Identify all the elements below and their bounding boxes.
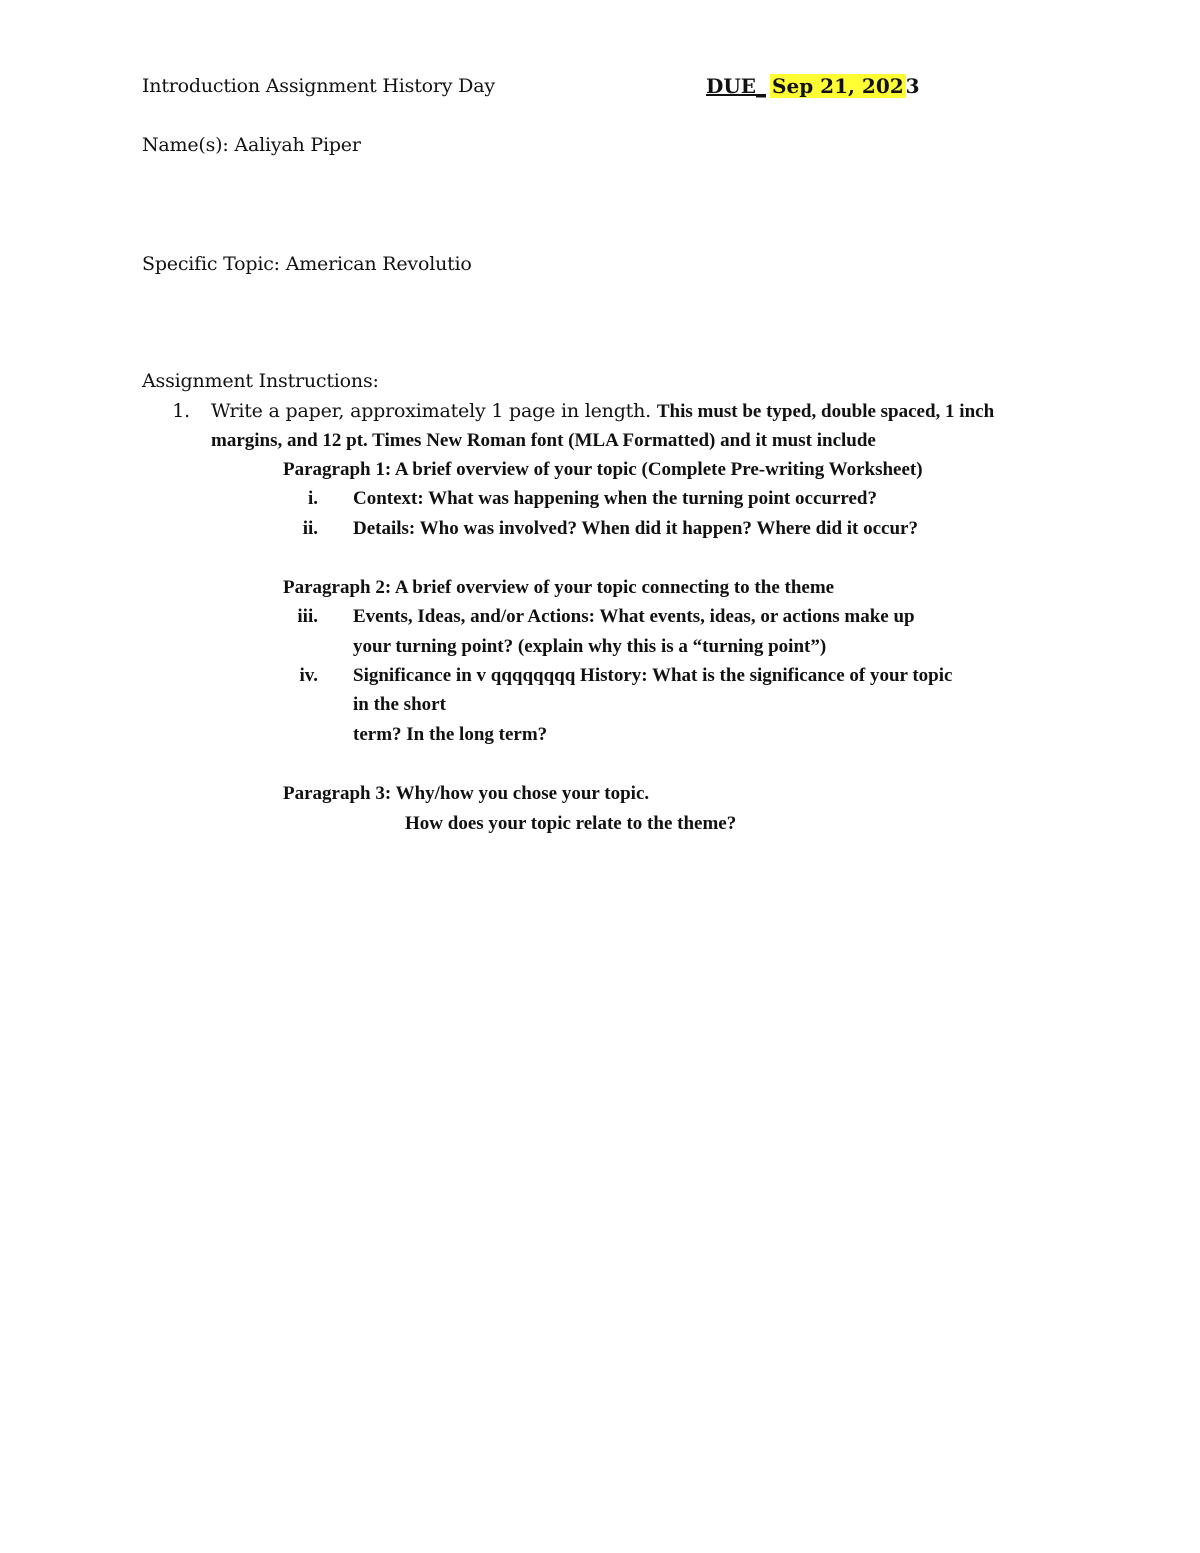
instructions-heading: Assignment Instructions:: [142, 370, 379, 392]
roman-numeral: ii.: [302, 518, 318, 539]
item1-regular-text: Write a paper, approximately 1 page in length.: [211, 400, 657, 422]
due-date-tail: 3: [905, 74, 920, 98]
roman-numeral: iv.: [299, 665, 318, 686]
paragraph1-details: Details: Who was involved? When did it happen? Where did it occur?: [353, 518, 918, 539]
paragraph1-heading: Paragraph 1: A brief overview of your topic (Complete Pre-writing Worksheet): [283, 459, 923, 480]
paragraph2-significance-line1: Significance in v qqqqqqqq History: What is the significance of your topic: [353, 665, 953, 686]
paragraph2-heading: Paragraph 2: A brief overview of your topic connecting to the theme: [283, 577, 835, 598]
item1-line1: [211, 399, 994, 425]
list-number: 1.: [172, 400, 190, 422]
paragraph2-significance-line2: in the short: [353, 694, 446, 715]
roman-numeral: iii.: [297, 606, 318, 627]
student-names: Name(s): Aaliyah Piper: [142, 134, 361, 156]
paragraph2-significance-line3: term? In the long term?: [353, 724, 548, 745]
paragraph3-line2: How does your topic relate to the theme?: [405, 813, 737, 834]
due-date-line: [706, 74, 920, 101]
item1-bold-text: This must be typed, double spaced, 1 inch: [656, 401, 995, 422]
due-date-highlight: Sep 21, 202: [772, 74, 904, 98]
item1-line2: margins, and 12 pt. Times New Roman font (MLA Formatted) and it must include: [211, 430, 876, 451]
document-title: Introduction Assignment History Day: [142, 75, 495, 97]
paragraph3-heading: Paragraph 3: Why/how you chose your topic.: [283, 783, 650, 804]
paragraph2-events-line1: Events, Ideas, and/or Actions: What events, ideas, or actions make up: [353, 606, 915, 627]
paragraph1-context: Context: What was happening when the turning point occurred?: [353, 488, 877, 509]
due-label: DUE_: [706, 74, 767, 98]
specific-topic: Specific Topic: American Revolutio: [142, 253, 472, 275]
roman-numeral: i.: [307, 488, 318, 509]
paragraph2-events-line2: your turning point? (explain why this is a “turning point”): [353, 636, 827, 657]
